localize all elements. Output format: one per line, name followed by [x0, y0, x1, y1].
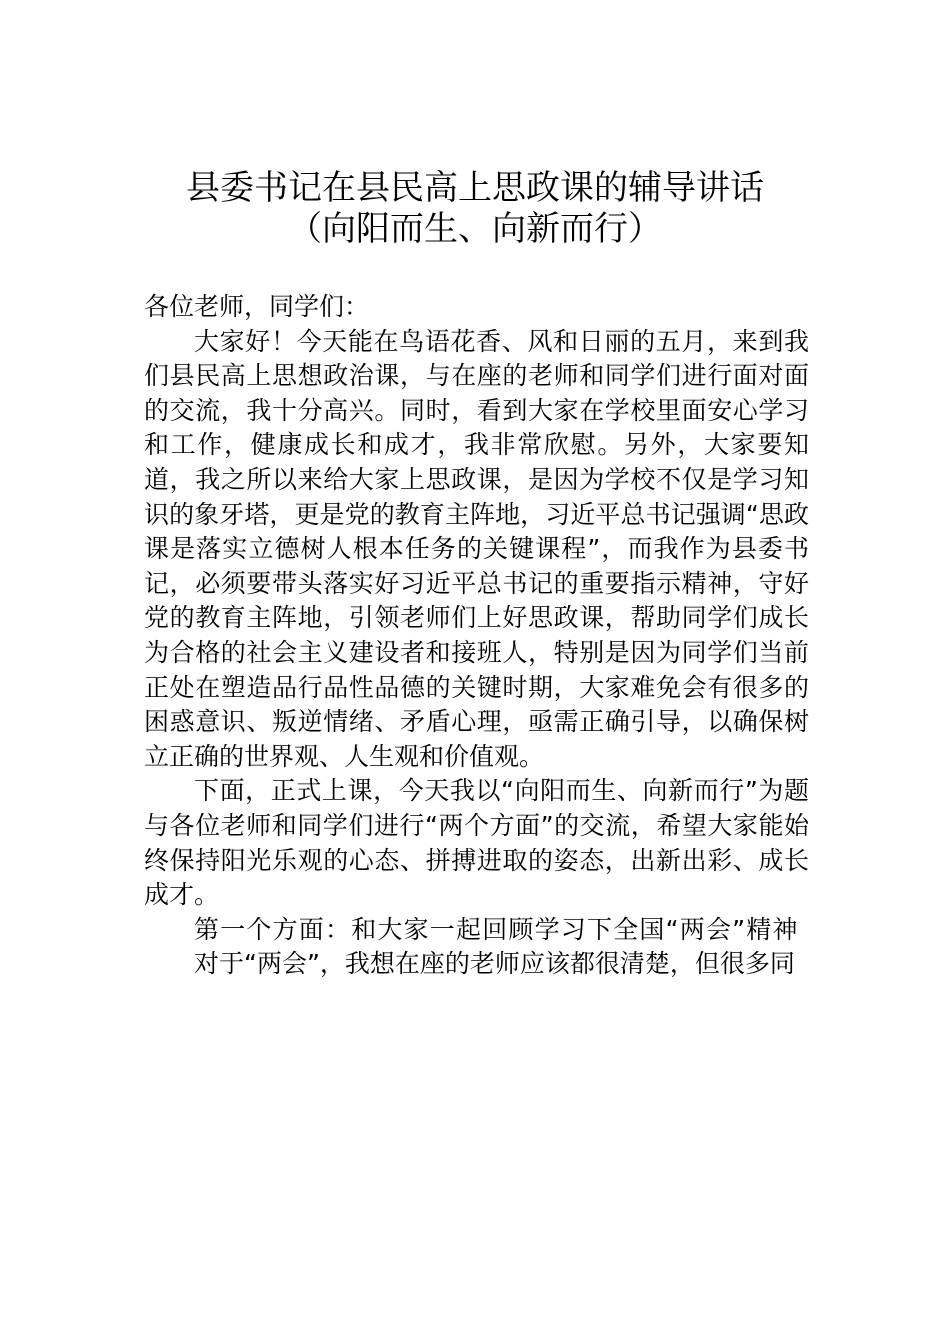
document-title: 县委书记在县民高上思政课的辅导讲话 [186, 168, 764, 208]
paragraph-opening: 大家好！今天能在鸟语花香、风和日丽的五月，来到我们县民高上思想政治课，与在座的老师和同学们进行面对面的交流，我十分高兴。同时，看到大家在学校里面安心学习和工作，健康成长和成才，我非常欣慰。另外，大家要知道，我之所以来给大家上思政课，是因为学校不仅是学习知识的象牙塔，更是党的教育主阵地，习近平总书记强调“思政课是落实立德树人根本任务的关键课程”，而我作为县委书记，必须要带头落实好习近平总书记的重要指示精神，守好党的教育主阵地，引领老师们上好思政课，帮助同学们成长为合格的社会主义建设者和接班人，特别是因为同学们当前正处在塑造品行品性品德的关键时期，大家难免会有很多的困惑意识、叛逆情绪、矛盾心理，亟需正确引导，以确保树立正确的世界观、人生观和价值观。 [144, 326, 809, 771]
document-subtitle: （向阳而生、向新而行） [288, 209, 662, 249]
salutation: 各位老师，同学们： [144, 292, 370, 321]
paragraph-two-sessions: 对于“两会”，我想在座的老师应该都很清楚，但很多同 [194, 949, 795, 979]
section-heading: 第一个方面：和大家一起回顾学习下全国“两会”精神 [194, 914, 799, 944]
document-body [144, 290, 809, 982]
paragraph-topic: 下面，正式上课，今天我以“向阳而生、向新而行”为题与各位老师和同学们进行“两个方面”的交流，希望大家能始终保持阳光乐观的心态、拼搏进取的姿态，出新出彩、成长成才。 [144, 776, 809, 910]
